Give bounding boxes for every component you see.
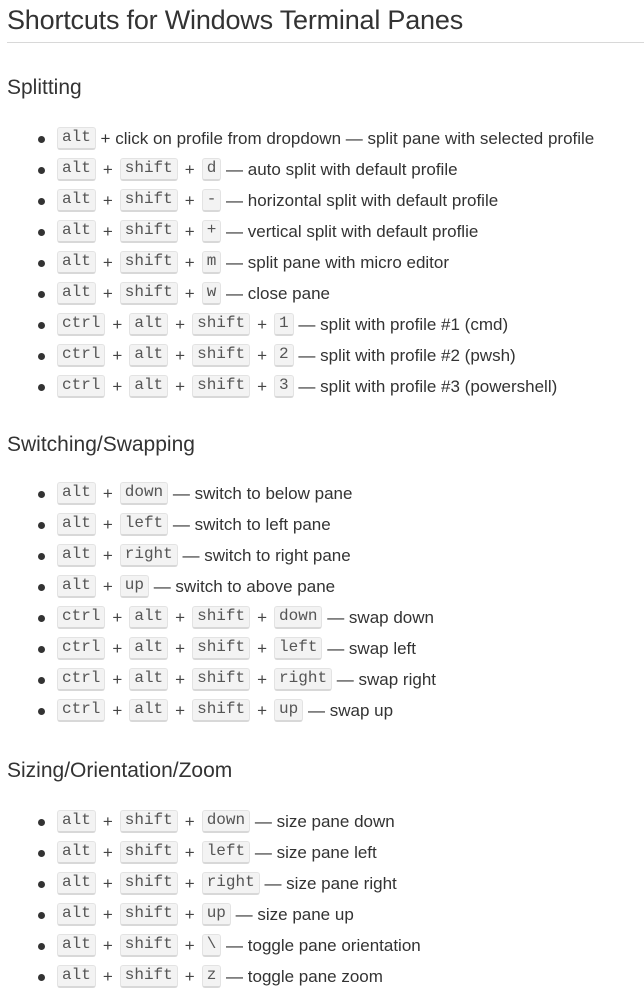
plus-separator: + (102, 812, 113, 831)
plus-separator: + (112, 377, 123, 396)
plus-separator: + (102, 253, 113, 272)
bullet-icon (38, 198, 45, 205)
bullet-icon (38, 974, 45, 981)
plus-separator: + (102, 936, 113, 955)
key-cap: shift (120, 251, 178, 274)
bullet-icon (38, 553, 45, 560)
plus-separator: + (102, 843, 113, 862)
key-cap: left (120, 513, 168, 536)
bullet-icon (38, 850, 45, 857)
shortcut-item (7, 216, 644, 247)
shortcut-item (7, 540, 644, 571)
plus-separator: + (257, 670, 268, 689)
plus-separator: + (102, 484, 113, 503)
plus-separator: + (175, 701, 186, 720)
key-cap: \ (202, 934, 222, 957)
shortcut-item (7, 961, 644, 992)
key-cap: alt (57, 189, 96, 212)
plus-separator: + (184, 874, 195, 893)
plus-separator: + (102, 546, 113, 565)
shortcut-description: — switch to above pane (153, 577, 336, 596)
plus-separator: + (102, 284, 113, 303)
shortcut-item (7, 154, 644, 185)
bullet-icon (38, 646, 45, 653)
shortcut-description: — swap up (307, 701, 394, 720)
key-cap: left (274, 637, 322, 660)
shortcut-item (7, 633, 644, 664)
plus-separator: + (257, 346, 268, 365)
bullet-icon (38, 491, 45, 498)
plus-separator: + (184, 191, 195, 210)
shortcut-item (7, 899, 644, 930)
key-cap: alt (57, 482, 96, 505)
key-cap: ctrl (57, 313, 105, 336)
plus-separator: + (102, 577, 113, 596)
plus-separator: + (257, 701, 268, 720)
key-cap: shift (120, 841, 178, 864)
shortcut-description: — size pane down (254, 812, 395, 831)
plus-separator: + (112, 670, 123, 689)
key-cap: right (120, 544, 178, 567)
key-cap: shift (120, 965, 178, 988)
key-cap: m (202, 251, 222, 274)
shortcut-description: — switch to left pane (172, 515, 331, 534)
plus-separator: + (184, 222, 195, 241)
key-cap: alt (57, 965, 96, 988)
plus-separator: + (257, 315, 268, 334)
shortcut-item (7, 602, 644, 633)
bullet-icon (38, 943, 45, 950)
shortcut-item (7, 664, 644, 695)
key-cap: left (202, 841, 250, 864)
plus-separator: + (184, 284, 195, 303)
key-cap: shift (120, 282, 178, 305)
key-cap: w (202, 282, 222, 305)
key-cap: 3 (274, 375, 294, 398)
shortcut-description: — toggle pane orientation (226, 936, 421, 955)
key-cap: shift (192, 313, 250, 336)
key-cap: shift (192, 699, 250, 722)
shortcut-description: — size pane right (264, 874, 397, 893)
shortcut-item (7, 930, 644, 961)
bullet-icon (38, 819, 45, 826)
key-cap: alt (57, 872, 96, 895)
bullet-icon (38, 584, 45, 591)
page-title: Shortcuts for Windows Terminal Panes (7, 5, 463, 35)
plus-separator: + (102, 905, 113, 924)
shortcut-description: — swap right (336, 670, 436, 689)
key-cap: ctrl (57, 637, 105, 660)
key-cap: alt (57, 934, 96, 957)
shortcut-description: — toggle pane zoom (226, 967, 383, 986)
key-cap: 2 (274, 344, 294, 367)
shortcut-description: — horizontal split with default profile (226, 191, 499, 210)
key-cap: shift (120, 810, 178, 833)
key-cap: alt (57, 127, 96, 150)
key-cap: up (274, 699, 303, 722)
key-cap: shift (192, 344, 250, 367)
shortcut-description: — split pane with micro editor (226, 253, 450, 272)
shortcut-item (7, 868, 644, 899)
key-cap: shift (120, 189, 178, 212)
shortcut-description: — split with profile #2 (pwsh) (298, 346, 516, 365)
section-heading-switching: Switching/Swapping (7, 433, 195, 456)
plus-separator: + (112, 315, 123, 334)
plus-separator: + (175, 670, 186, 689)
shortcut-description: — vertical split with default proflie (226, 222, 479, 241)
key-cap: ctrl (57, 668, 105, 691)
key-cap: alt (57, 282, 96, 305)
key-cap: alt (129, 344, 168, 367)
key-cap: down (120, 482, 168, 505)
bullet-icon (38, 615, 45, 622)
bullet-icon (38, 322, 45, 329)
key-cap: shift (120, 158, 178, 181)
key-cap: alt (57, 251, 96, 274)
plus-separator: + (257, 608, 268, 627)
plus-separator: + (112, 639, 123, 658)
key-cap: shift (192, 606, 250, 629)
plus-separator: + (102, 222, 113, 241)
key-cap: alt (129, 375, 168, 398)
plus-separator: + (184, 160, 195, 179)
bullet-icon (38, 384, 45, 391)
section-heading-sizing: Sizing/Orientation/Zoom (7, 759, 233, 782)
plus-separator: + (175, 346, 186, 365)
plus-separator: + (175, 608, 186, 627)
shortcut-item (7, 247, 644, 278)
bullet-icon (38, 291, 45, 298)
shortcut-description: — switch to right pane (182, 546, 351, 565)
key-cap: ctrl (57, 606, 105, 629)
shortcut-item (7, 185, 644, 216)
key-cap: down (274, 606, 322, 629)
key-cap: shift (192, 637, 250, 660)
bullet-icon (38, 912, 45, 919)
shortcut-description: — split with profile #3 (powershell) (298, 377, 558, 396)
shortcut-item (7, 340, 644, 371)
plus-separator: + (102, 160, 113, 179)
plus-separator: + (257, 639, 268, 658)
plus-separator: + (184, 936, 195, 955)
shortcut-item (7, 837, 644, 868)
key-cap: alt (57, 544, 96, 567)
key-cap: 1 (274, 313, 294, 336)
bullet-icon (38, 167, 45, 174)
bullet-icon (38, 677, 45, 684)
key-cap: up (120, 575, 149, 598)
plus-separator: + (175, 639, 186, 658)
key-cap: alt (57, 220, 96, 243)
key-cap: ctrl (57, 699, 105, 722)
shortcut-description: — swap left (327, 639, 416, 658)
plus-separator: + (184, 967, 195, 986)
shortcut-description: — swap down (327, 608, 434, 627)
key-cap: shift (192, 668, 250, 691)
key-cap: ctrl (57, 344, 105, 367)
shortcut-item (7, 371, 644, 402)
shortcut-item (7, 123, 644, 154)
plus-separator: + (112, 701, 123, 720)
key-cap: alt (57, 903, 96, 926)
shortcut-item (7, 571, 644, 602)
bullet-icon (38, 229, 45, 236)
section-heading-splitting: Splitting (7, 76, 82, 99)
key-cap: shift (120, 872, 178, 895)
key-cap: alt (129, 668, 168, 691)
plus-separator: + (184, 905, 195, 924)
key-cap: alt (57, 575, 96, 598)
shortcut-description: — split with profile #1 (cmd) (298, 315, 509, 334)
shortcut-list-switching (7, 478, 644, 726)
bullet-icon (38, 353, 45, 360)
bullet-icon (38, 881, 45, 888)
key-cap: right (202, 872, 260, 895)
shortcut-item (7, 309, 644, 340)
plus-separator: + (184, 812, 195, 831)
key-cap: + (202, 220, 222, 243)
bullet-icon (38, 260, 45, 267)
key-cap: alt (129, 637, 168, 660)
key-cap: alt (57, 513, 96, 536)
key-cap: alt (57, 158, 96, 181)
shortcut-list-sizing (7, 806, 644, 992)
title-divider (7, 42, 644, 43)
key-cap: alt (57, 841, 96, 864)
plus-separator: + (184, 253, 195, 272)
key-cap: d (202, 158, 222, 181)
key-cap: shift (192, 375, 250, 398)
shortcut-item (7, 278, 644, 309)
plus-separator: + (175, 315, 186, 334)
shortcut-item (7, 478, 644, 509)
key-cap: alt (129, 606, 168, 629)
plus-separator: + (184, 843, 195, 862)
bullet-icon (38, 708, 45, 715)
key-cap: ctrl (57, 375, 105, 398)
key-cap: z (202, 965, 222, 988)
key-cap: - (202, 189, 222, 212)
shortcut-list-splitting (7, 123, 644, 402)
shortcut-description: — auto split with default profile (226, 160, 458, 179)
bullet-icon (38, 136, 45, 143)
key-cap: right (274, 668, 332, 691)
plus-separator: + (112, 608, 123, 627)
shortcut-description: — switch to below pane (172, 484, 353, 503)
plus-separator: + (102, 874, 113, 893)
shortcut-description: — size pane up (235, 905, 354, 924)
key-cap: shift (120, 903, 178, 926)
shortcut-description: — close pane (226, 284, 330, 303)
key-cap: alt (129, 699, 168, 722)
bullet-icon (38, 522, 45, 529)
plus-separator: + (112, 346, 123, 365)
key-cap: up (202, 903, 231, 926)
shortcut-description: + click on profile from dropdown — split pane with selected profile (100, 129, 595, 148)
key-cap: alt (129, 313, 168, 336)
plus-separator: + (102, 515, 113, 534)
plus-separator: + (175, 377, 186, 396)
shortcut-item (7, 806, 644, 837)
plus-separator: + (102, 191, 113, 210)
key-cap: alt (57, 810, 96, 833)
key-cap: down (202, 810, 250, 833)
key-cap: shift (120, 934, 178, 957)
shortcut-description: — size pane left (254, 843, 377, 862)
shortcut-item (7, 695, 644, 726)
key-cap: shift (120, 220, 178, 243)
plus-separator: + (257, 377, 268, 396)
plus-separator: + (102, 967, 113, 986)
shortcut-item (7, 509, 644, 540)
